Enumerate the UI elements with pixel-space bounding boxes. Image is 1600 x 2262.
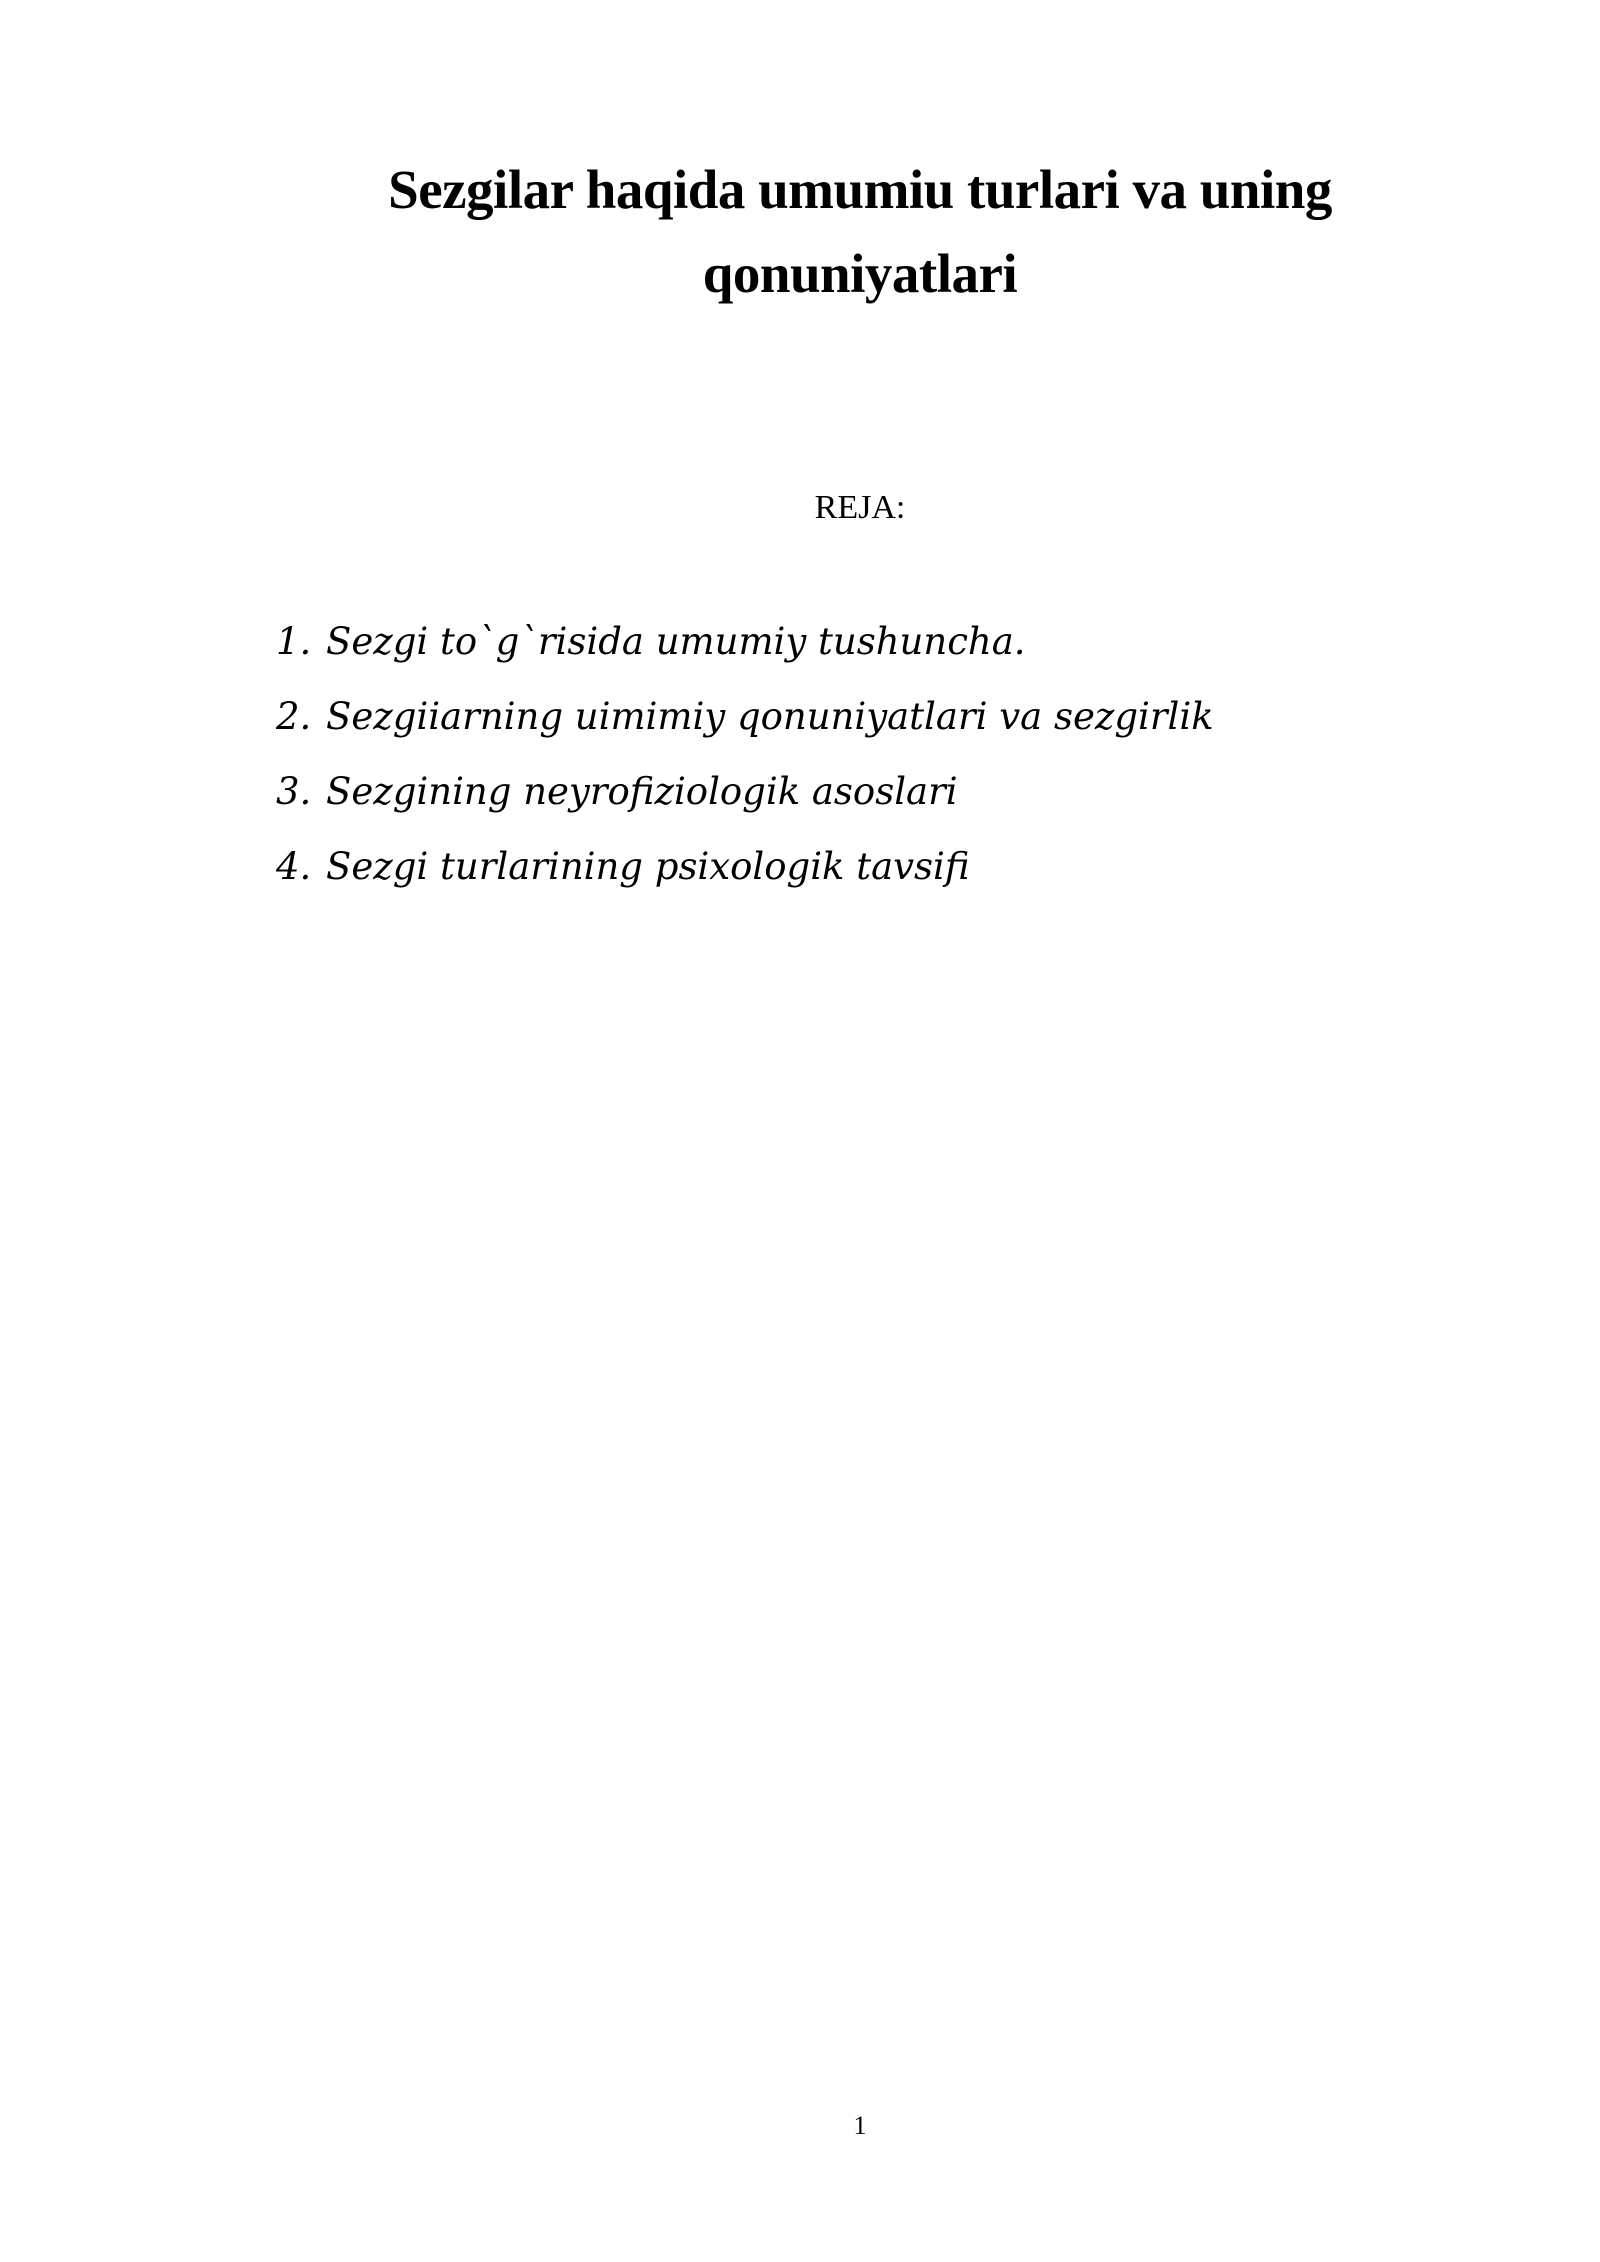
plan-item-3 (276, 764, 1214, 839)
plan-item-text: Sezgi to`g`risida umumiy tushuncha. (326, 620, 1026, 663)
plan-item-number: 2. (276, 695, 312, 738)
plan-list (276, 614, 1214, 914)
plan-item-text: Sezgi turlarining psixologik tavsifi (326, 845, 970, 888)
title-line-1: Sezgilar haqida umumiu turlari va uning (388, 159, 1332, 220)
plan-item-4 (276, 839, 1214, 914)
page-number: 1 (853, 2111, 867, 2140)
plan-item-number: 1. (276, 620, 312, 663)
plan-item-number: 4. (276, 845, 312, 888)
title-line-2: qonuniyatlari (702, 243, 1018, 304)
plan-item-1 (276, 614, 1214, 689)
plan-item-number: 3. (276, 770, 312, 813)
document-title (300, 148, 1420, 316)
plan-item-2 (276, 689, 1214, 764)
plan-heading: REJA: (814, 489, 906, 526)
plan-item-text: Sezgiiarning uimimiy qonuniyatlari va sezgirlik (326, 695, 1214, 738)
plan-item-text: Sezgining neyrofiziologik asoslari (326, 770, 958, 813)
